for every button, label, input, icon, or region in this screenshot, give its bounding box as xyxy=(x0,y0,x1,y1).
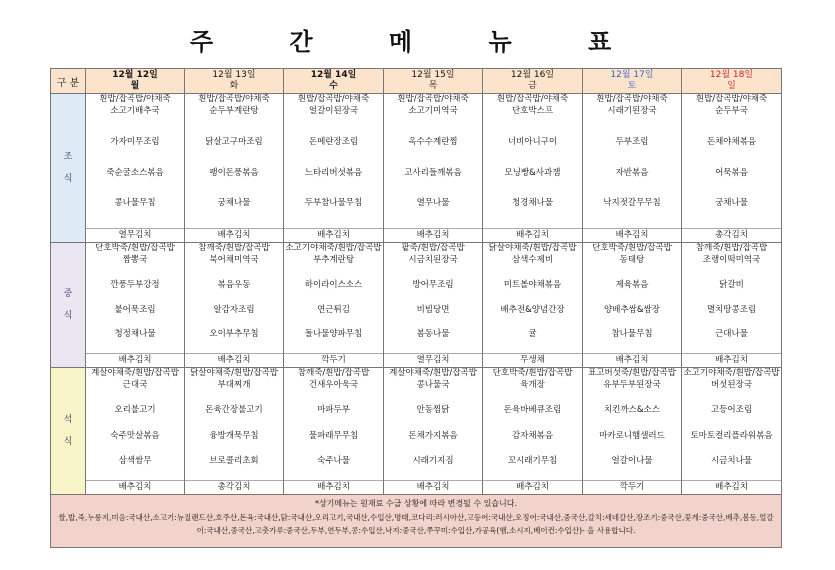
menu-item: 열무나물 xyxy=(416,198,450,209)
menu-item: 감자채볶음 xyxy=(511,430,554,441)
menu-kimchi: 배추김치 xyxy=(384,480,482,494)
menu-staple: 참깨죽/흰밥/잡곡밥 xyxy=(695,243,768,253)
menu-item: 낙지젓갈무무침 xyxy=(603,198,661,209)
menu-item: 미트볼야채볶음 xyxy=(503,279,562,290)
header-day xyxy=(384,69,483,94)
menu-item: 건새우아욱국 xyxy=(308,380,359,390)
menu-staple: 계살야채죽/흰밥/잡곡밥 xyxy=(389,368,477,378)
menu-item: 어묵볶음 xyxy=(715,167,748,178)
menu-staple: 소고기야채죽/흰밥/잡곡밥 xyxy=(285,243,382,253)
menu-cell xyxy=(583,94,682,243)
notes-row xyxy=(51,495,782,548)
menu-item: 안동찜닭 xyxy=(416,405,450,416)
notes-disclaimer: *상기메뉴는 원재료 수급 상황에 따라 변경될 수 있습니다. xyxy=(314,499,518,508)
menu-staple: 참깨죽/흰밥/잡곡밥 xyxy=(198,243,270,253)
header-corner: 구 분 xyxy=(51,69,86,94)
menu-item: 오이부추무침 xyxy=(209,329,259,340)
menu-item: 부대찌개 xyxy=(217,380,251,390)
menu-cell xyxy=(483,243,583,368)
menu-staple: 흰밥/잡곡밥/야채죽 xyxy=(397,94,469,104)
menu-item: 방어무조림 xyxy=(412,279,454,290)
menu-cell xyxy=(682,243,782,368)
menu-item: 제육볶음 xyxy=(615,279,649,290)
menu-staple: 흰밥/잡곡밥/야채죽 xyxy=(198,94,270,104)
menu-item: 융방개묵무침 xyxy=(209,430,259,441)
menu-item: 마카로니햄샐러드 xyxy=(599,430,665,441)
menu-item: 돈메란장조림 xyxy=(308,136,359,147)
menu-item: 양배추쌈&쌈장 xyxy=(604,304,660,315)
menu-cell xyxy=(86,243,185,368)
menu-item: 순두부계란탕 xyxy=(209,106,259,116)
menu-item: 북어채미역국 xyxy=(209,255,259,265)
menu-cell xyxy=(384,368,483,495)
menu-item: 동태탕 xyxy=(619,255,645,265)
menu-item: 시금치나물 xyxy=(710,455,753,466)
menu-cell xyxy=(384,94,483,243)
menu-item: 꼬시래기무침 xyxy=(507,455,558,466)
menu-kimchi: 총각김치 xyxy=(682,228,781,242)
menu-item: 시금치된장국 xyxy=(408,255,458,265)
meal-row xyxy=(51,368,782,495)
menu-item: 깐풍두부강정 xyxy=(110,279,160,290)
header-date: 12월 14일 xyxy=(310,70,357,80)
menu-item: 고등어조림 xyxy=(710,405,753,416)
menu-item: 돈육간장불고기 xyxy=(205,405,263,416)
menu-item: 치킨까스&소스 xyxy=(604,405,660,416)
menu-kimchi: 깍두기 xyxy=(583,480,681,494)
menu-kimchi: 배추김치 xyxy=(284,228,383,242)
menu-staple: 단호박죽/흰밥/잡곡밥 xyxy=(492,368,573,378)
menu-item: 돈채가지볶음 xyxy=(408,430,458,441)
header-weekday: 수 xyxy=(329,81,338,91)
menu-item: 죽순굴소스볶음 xyxy=(106,167,164,178)
menu-item: 삼색수제비 xyxy=(511,255,554,265)
menu-staple: 참깨죽/흰밥/잡곡밥 xyxy=(297,368,370,378)
menu-item: 옥수수계란찜 xyxy=(408,136,458,147)
menu-staple: 닭살야채죽/흰밥/잡곡밥 xyxy=(488,243,577,253)
menu-staple: 소고기야채죽/흰밥/잡곡밥 xyxy=(683,368,780,378)
menu-kimchi: 배추김치 xyxy=(483,228,582,242)
menu-cell xyxy=(185,94,284,243)
menu-item: 돌나물양파무침 xyxy=(304,329,363,340)
header-weekday: 월 xyxy=(130,81,140,91)
weekly-menu-table xyxy=(50,68,782,548)
menu-kimchi: 배추김치 xyxy=(86,480,184,494)
menu-item: 짬뽕국 xyxy=(122,255,148,265)
menu-cell xyxy=(483,368,583,495)
notes-origin: 쌀,밥,죽,누룽지,미음:국내산,소고기:뉴질랜드산,호주산,돈육:국내산,닭:국내산,오리고기,국내산,수입산,명태,코다리:러시아산,고등어:국내산,오징어:국내산,중국산,갈치:세네갈산,장조기:중국산,꽃게:중국산,배추,봄동,얼갈이:국내산,중국산,고춧가루:중국산,두부,연두부,콩:수입산,낙지:중국산,쭈꾸미:수입산,가공육(햄,소시지,베이컨:수입산)- 을 사용합니다. xyxy=(58,513,774,535)
header-weekday: 화 xyxy=(229,81,239,91)
menu-kimchi: 열무김치 xyxy=(86,228,184,242)
menu-cell xyxy=(284,368,384,495)
menu-cell xyxy=(284,94,384,243)
menu-item: 돈육바베큐조림 xyxy=(503,405,562,416)
menu-item: 순두부국 xyxy=(715,106,748,116)
menu-kimchi: 배추김치 xyxy=(583,353,681,367)
menu-item: 닭살고구마조림 xyxy=(205,136,263,147)
menu-item: 조랭이떡미역국 xyxy=(702,255,761,265)
menu-kimchi: 열무김치 xyxy=(384,353,482,367)
menu-kimchi: 총각김치 xyxy=(185,480,283,494)
menu-item: 숙주맛살볶음 xyxy=(110,430,160,441)
meal-row xyxy=(51,243,782,368)
menu-kimchi: 무생채 xyxy=(483,353,582,367)
menu-item: 소고기미역국 xyxy=(408,106,458,116)
menu-kimchi: 깍두기 xyxy=(284,353,383,367)
menu-item: 알감자조림 xyxy=(213,304,255,315)
page-title: 주 간 메 뉴 표 xyxy=(189,28,646,56)
notes-cell xyxy=(51,495,782,548)
menu-item: 육개장 xyxy=(520,380,545,390)
header-day xyxy=(682,69,782,94)
menu-item: 배추전&양념간장 xyxy=(500,304,565,315)
menu-item: 닭갈비 xyxy=(719,279,744,290)
menu-item: 돈채야채볶음 xyxy=(706,136,757,147)
header-weekday: 토 xyxy=(627,81,637,91)
menu-cell xyxy=(682,368,782,495)
menu-kimchi: 배추김치 xyxy=(483,480,582,494)
menu-item: 시래기된장국 xyxy=(607,106,657,116)
meal-label: 중 식 xyxy=(51,243,86,368)
menu-item: 연근튀김 xyxy=(317,304,350,315)
menu-cell xyxy=(185,368,284,495)
header-date: 12월 13일 xyxy=(212,70,256,80)
menu-item: 유부두부된장국 xyxy=(603,380,661,390)
menu-item: 물파래무무침 xyxy=(308,430,359,441)
menu-item: 단호박스프 xyxy=(511,106,554,116)
menu-cell xyxy=(682,94,782,243)
menu-item: 멸치땅콩조림 xyxy=(706,304,757,315)
menu-item: 토마토컬리플라워볶음 xyxy=(690,430,773,441)
menu-item: 너비아니구이 xyxy=(507,136,558,147)
menu-item: 가자미무조림 xyxy=(110,136,160,147)
meal-label: 조 식 xyxy=(51,94,86,243)
menu-item: 소고기배추국 xyxy=(110,106,160,116)
menu-item: 청경채나물 xyxy=(511,198,554,209)
menu-staple: 표고버섯죽/흰밥/잡곡밥 xyxy=(588,368,676,378)
menu-cell xyxy=(185,243,284,368)
menu-staple: 흰밥/잡곡밥/야채죽 xyxy=(99,94,171,104)
menu-staple: 흰밥/잡곡밥/야채죽 xyxy=(596,94,668,104)
header-row xyxy=(51,69,782,94)
header-date: 12월 15일 xyxy=(411,70,455,80)
header-weekday: 일 xyxy=(727,81,736,91)
header-weekday: 목 xyxy=(428,81,438,91)
menu-cell xyxy=(583,368,682,495)
menu-item: 붙어묵조림 xyxy=(114,304,156,315)
menu-item: 참나물무침 xyxy=(611,329,653,340)
menu-item: 팽이돈풍볶음 xyxy=(209,167,259,178)
menu-item: 궁채나물 xyxy=(217,198,251,209)
menu-item: 콩나물국 xyxy=(416,380,450,390)
menu-staple: 계살야채죽/흰밥/잡곡밥 xyxy=(91,368,179,378)
menu-cell xyxy=(86,94,185,243)
menu-cell xyxy=(483,94,583,243)
menu-item: 볶음우동 xyxy=(217,279,251,290)
meal-label: 석 식 xyxy=(51,368,86,495)
menu-item: 버섯된장국 xyxy=(710,380,753,390)
menu-item: 두부참나물무침 xyxy=(304,198,363,209)
menu-kimchi: 배추김치 xyxy=(682,353,781,367)
menu-item: 콩나물무침 xyxy=(114,198,156,209)
menu-staple: 단호박죽/흰밥/잡곡밥 xyxy=(592,243,672,253)
menu-staple: 팥죽/흰밥/잡곡밥 xyxy=(401,243,465,253)
menu-item: 마파두부 xyxy=(317,405,350,416)
menu-kimchi: 배추김치 xyxy=(384,228,482,242)
menu-item: 궁채나물 xyxy=(715,198,748,209)
menu-item: 얼갈이나물 xyxy=(611,455,653,466)
menu-item: 근대나물 xyxy=(715,329,748,340)
menu-staple: 흰밥/잡곡밥/야채죽 xyxy=(695,94,768,104)
menu-cell xyxy=(86,368,185,495)
menu-item: 근대국 xyxy=(122,380,148,390)
menu-staple: 흰밥/잡곡밥/야채죽 xyxy=(496,94,569,104)
menu-item: 오리불고기 xyxy=(114,405,156,416)
menu-cell xyxy=(284,243,384,368)
menu-item: 봄동나물 xyxy=(416,329,450,340)
menu-kimchi: 배추김치 xyxy=(185,353,283,367)
menu-item: 부추계란탕 xyxy=(312,255,355,265)
menu-staple: 흰밥/잡곡밥/야채죽 xyxy=(297,94,370,104)
menu-item: 시래기지짐 xyxy=(412,455,454,466)
menu-cell xyxy=(583,243,682,368)
header-date: 12월 16일 xyxy=(510,70,555,80)
menu-kimchi: 배추김치 xyxy=(583,228,681,242)
menu-item: 비빔당면 xyxy=(416,304,450,315)
menu-staple: 닭살야채죽/흰밥/잡곡밥 xyxy=(190,368,278,378)
menu-kimchi: 배추김치 xyxy=(185,228,283,242)
header-date: 12월 17일 xyxy=(610,70,654,80)
menu-item: 자반볶음 xyxy=(615,167,649,178)
menu-item: 삼색쌈무 xyxy=(118,455,152,466)
menu-item: 하이라이스소스 xyxy=(304,279,363,290)
header-day xyxy=(284,69,384,94)
menu-kimchi: 배추김치 xyxy=(682,480,781,494)
menu-item: 청정채나물 xyxy=(114,329,156,340)
menu-item: 두부조림 xyxy=(615,136,649,147)
meal-row xyxy=(51,94,782,243)
menu-item: 모닝빵&사과잼 xyxy=(504,167,561,178)
menu-item: 얼갈이된장국 xyxy=(308,106,359,116)
menu-item: 귤 xyxy=(528,329,537,340)
menu-item: 브로콜리초회 xyxy=(209,455,259,466)
menu-kimchi: 배추김치 xyxy=(86,353,184,367)
menu-staple: 단호박죽/흰밥/잡곡밥 xyxy=(95,243,175,253)
header-day xyxy=(583,69,682,94)
menu-kimchi: 배추김치 xyxy=(284,480,383,494)
header-day xyxy=(185,69,284,94)
menu-cell xyxy=(384,243,483,368)
header-day xyxy=(483,69,583,94)
header-date: 12월 12일 xyxy=(112,70,158,80)
menu-item: 느타리버섯볶음 xyxy=(304,167,363,178)
menu-item: 고사리들깨볶음 xyxy=(404,167,462,178)
header-date: 12월 18일 xyxy=(709,70,754,80)
header-weekday: 금 xyxy=(528,81,537,91)
header-day xyxy=(86,69,185,94)
menu-item: 숙주나물 xyxy=(317,455,350,466)
